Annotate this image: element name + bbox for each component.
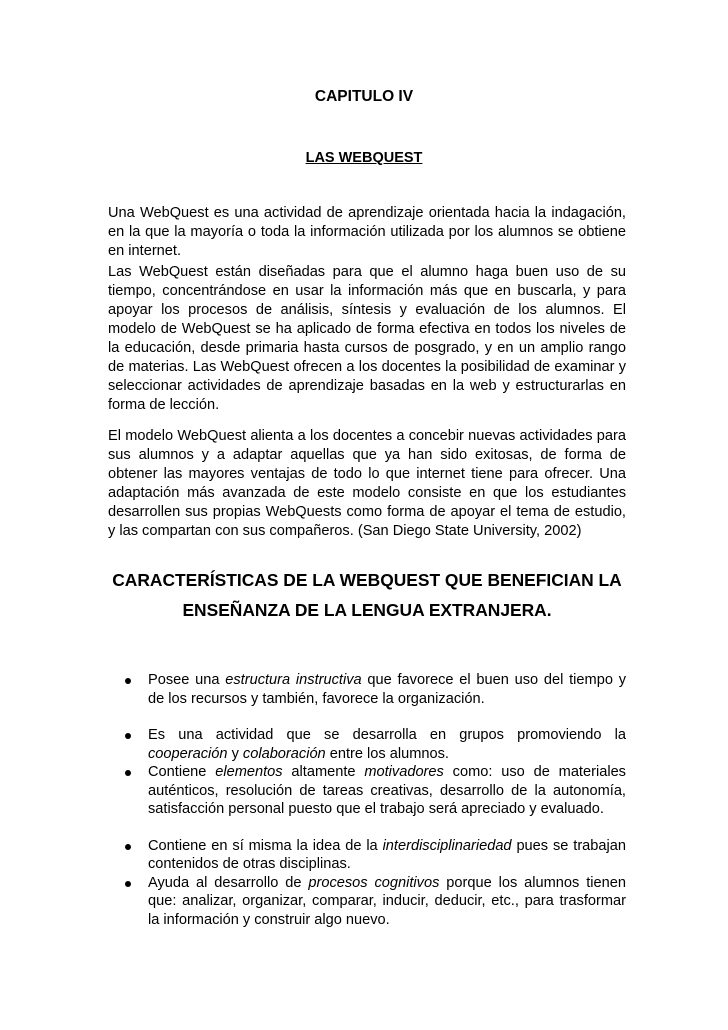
bullet-emphasis: elementos: [215, 764, 283, 780]
list-item: [108, 671, 626, 708]
bullet-icon: [125, 678, 131, 684]
chapter-title: [0, 88, 728, 106]
bullet-text: entre los alumnos.: [325, 745, 449, 762]
chapter-title-text: CAPITULO IV: [314, 88, 414, 105]
bullet-text: Contiene en sí misma la idea de la: [148, 837, 383, 854]
bullet-text: Contiene: [148, 764, 216, 780]
paragraph-definition: Una WebQuest es una actividad de aprendizaje orientada hacia la indagación, en la que la mayoría o toda la información utilizada por los alumnos se obtiene en internet.: [108, 205, 626, 259]
bullet-emphasis: estructura instructiva: [225, 672, 362, 688]
characteristics-heading: CARACTERÍSTICAS DE LA WEBQUEST QUE BENEFICIAN LA ENSEÑANZA DE LA LENGUA EXTRANJERA.: [112, 570, 622, 620]
section-title: [0, 150, 728, 166]
bullet-emphasis: cooperación: [148, 745, 228, 762]
bullet-text: Ayuda al desarrollo de: [148, 874, 309, 891]
bullet-icon: [125, 881, 131, 887]
section-title-text: LAS WEBQUEST: [305, 150, 423, 166]
bullet-text: que favorece el buen uso del tiempo y de los recursos y también, favorece la organización.: [148, 672, 626, 707]
list-item: [108, 763, 626, 819]
bullet-text: y: [227, 745, 243, 762]
bullet-text: Es una actividad que se desarrolla en grupos promoviendo la: [148, 727, 626, 743]
characteristics-list: [108, 671, 626, 929]
bullet-text: Posee una: [148, 672, 226, 688]
bullet-emphasis: procesos cognitivos: [308, 874, 440, 891]
bullet-text: como: uso de materiales auténticos, resolución de tareas creativas, desarrollo de la autonomía, satisfacción personal puesto que el trabajo será apreciado y evaluado.: [148, 764, 626, 817]
list-item: [108, 837, 626, 874]
bullet-text: pues se trabajan contenidos de otras disciplinas.: [148, 837, 626, 872]
paragraph-model: El modelo WebQuest alienta a los docentes a concebir nuevas actividades para sus alumnos y a adaptar aquellas que ya han sido exitosas, de forma de obtener las mayores ventajas de todo lo que internet tiene para ofrecer. Una adaptación más avanzada de este modelo consiste en que los estudiantes desarrollen sus propias WebQuests como forma de apoyar el tema de estudio, y las compartan con sus compañeros. (San Diego State University, 2002): [108, 428, 626, 539]
list-item: [108, 874, 626, 930]
bullet-icon: [125, 733, 131, 739]
bullet-emphasis: colaboración: [242, 745, 326, 762]
paragraph-design: Las WebQuest están diseñadas para que el alumno haga buen uso de su tiempo, concentrándose en usar la información más que en buscarla, y para apoyar los procesos de análisis, síntesis y evaluación de los alumnos. El modelo de WebQuest se ha aplicado de forma efectiva en todos los niveles de la educación, desde primaria hasta cursos de posgrado, y en un amplio rango de materias. Las WebQuest ofrecen a los docentes la posibilidad de examinar y seleccionar actividades de aprendizaje basadas en la web y estructurarlas en forma de lección.: [108, 264, 626, 413]
bullet-text: porque los alumnos tienen que: analizar, organizar, comparar, inducir, deducir, etc., para trasformar la información y construir algo nuevo.: [148, 874, 626, 928]
bullet-icon: [125, 770, 131, 776]
bullet-emphasis: interdisciplinariedad: [382, 837, 512, 854]
bullet-text: altamente: [282, 764, 365, 780]
bullet-icon: [125, 844, 131, 850]
bullet-emphasis: motivadores: [364, 764, 444, 780]
list-item: [108, 726, 626, 763]
